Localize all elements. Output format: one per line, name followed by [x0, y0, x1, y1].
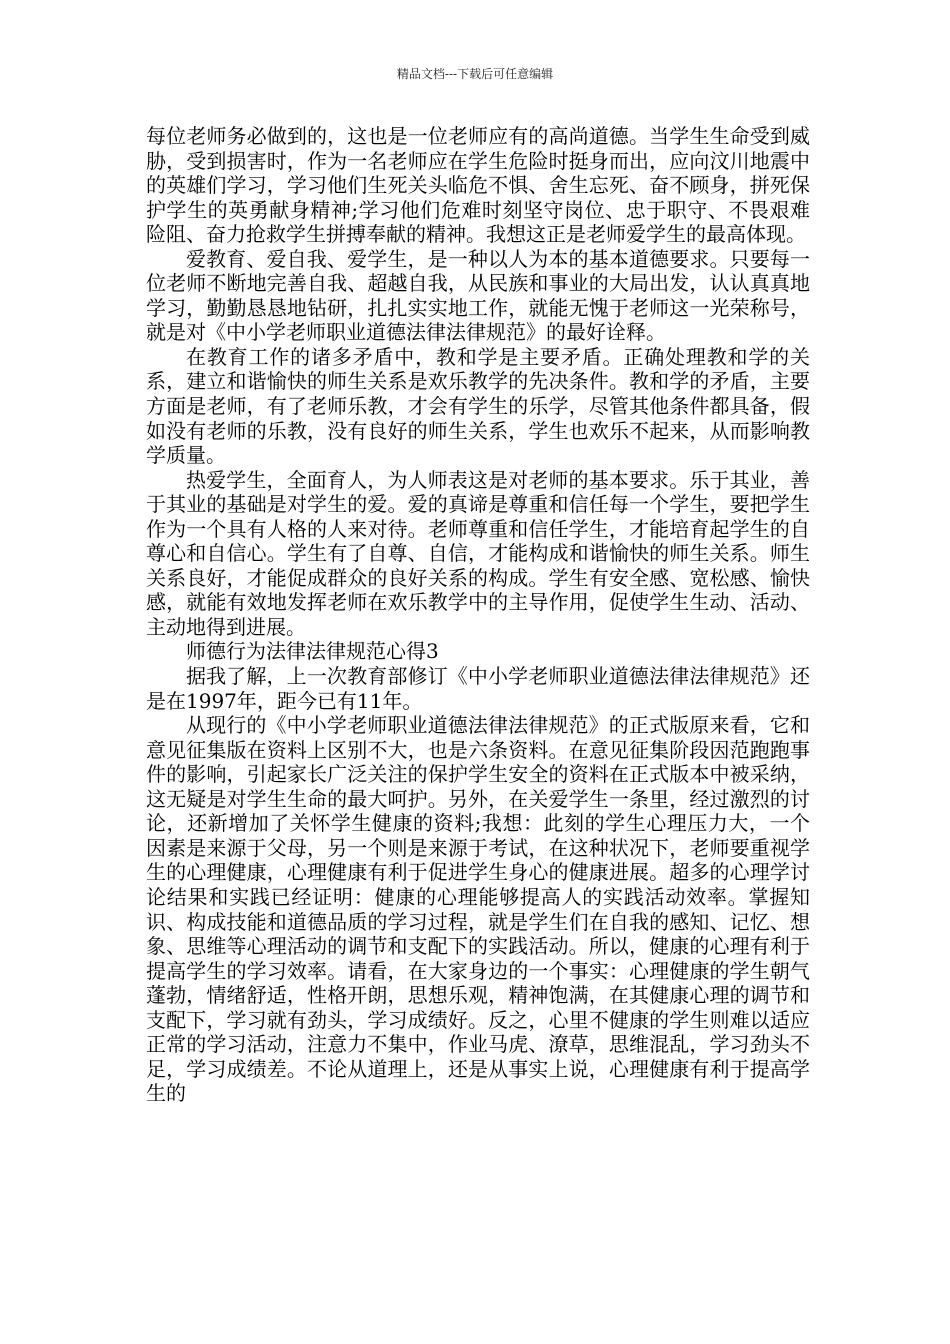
paragraph: 从现行的《中小学老师职业道德法律法律规范》的正式版原来看，它和意见征集版在资料上区别不大，也是六条资料。在意见征集阶段因范跑跑事件的影响，引起家长广泛关注的保护学生安全的资料在正式版本中被采纳，这无疑是对学生生命的最大呵护。另外，在关爱学生一条里，经过激烈的讨论，还新增加了关怀学生健康的资料;我想：此刻的学生心理压力大，一个因素是来源于父母，另一个则是来源于考试，在这种状况下，老师要重视学生的心理健康，心理健康有利于促进学生身心的健康进展。超多的心理学讨论结果和实践已经证明：健康的心理能够提高人的实践活动效率。掌握知识、构成技能和道德品质的学习过程，就是学生们在自我的感知、记忆、想象、思维等心理活动的调节和支配下的实践活动。所以，健康的心理有利于提高学生的学习效率。请看，在大家身边的一个事实：心理健康的学生朝气蓬勃，情绪舒适，性格开朗，思想乐观，精神饱满，在其健康心理的调节和支配下，学习就有劲头，学习成绩好。反之，心里不健康的学生则难以适应正常的学习活动，注意力不集中，作业马虎、潦草，思维混乱，学习劲头不足，学习成绩差。不论从道理上，还是从事实上说，心理健康有利于提高学生的 — [146, 713, 810, 1106]
paragraph: 在教育工作的诸多矛盾中，教和学是主要矛盾。正确处理教和学的关系，建立和谐愉快的师生关系是欢乐教学的先决条件。教和学的矛盾，主要方面是老师，有了老师乐教，才会有学生的乐学，尽管其他条件都具备，假如没有老师的乐教，没有良好的师生关系，学生也欢乐不起来，从而影响教学质量。 — [146, 344, 810, 468]
document-body — [146, 124, 810, 1106]
paragraph: 据我了解，上一次教育部修订《中小学老师职业道德法律法律规范》还是在1997年，距今已有11年。 — [146, 664, 810, 713]
section-heading: 师德行为法律法律规范心得3 — [186, 639, 439, 664]
paragraph: 热爱学生，全面育人，为人师表这是对老师的基本要求。乐于其业，善于其业的基础是对学生的爱。爱的真谛是尊重和信任每一个学生，要把学生作为一个具有人格的人来对待。老师尊重和信任学生，才能培育起学生的自尊心和自信心。学生有了自尊、自信，才能构成和谐愉快的师生关系。师生关系良好，才能促成群众的良好关系的构成。学生有安全感、宽松感、愉快感，就能有效地发挥老师在欢乐教学中的主导作用，促使学生生动、活动、主动地得到进展。 — [146, 467, 810, 639]
page-header: 精品文档---下载后可任意编辑 — [396, 67, 554, 81]
paragraph: 每位老师务必做到的，这也是一位老师应有的高尚道德。当学生生命受到威胁，受到损害时，作为一名老师应在学生危险时挺身而出，应向汶川地震中的英雄们学习，学习他们生死关头临危不惧、舍生忘死、奋不顾身，拼死保护学生的英勇献身精神;学习他们危难时刻坚守岗位、忠于职守、不畏艰难险阻、奋力抢救学生拼搏奉献的精神。我想这正是老师爱学生的最高体现。 — [146, 124, 810, 247]
paragraph: 爱教育、爱自我、爱学生，是一种以人为本的基本道德要求。只要每一位老师不断地完善自我、超越自我，从民族和事业的大局出发，认认真真地学习，勤勤恳恳地钻研，扎扎实实地工作，就能无愧于老师这一光荣称号，就是对《中小学老师职业道德法律法律规范》的最好诠释。 — [146, 246, 810, 345]
